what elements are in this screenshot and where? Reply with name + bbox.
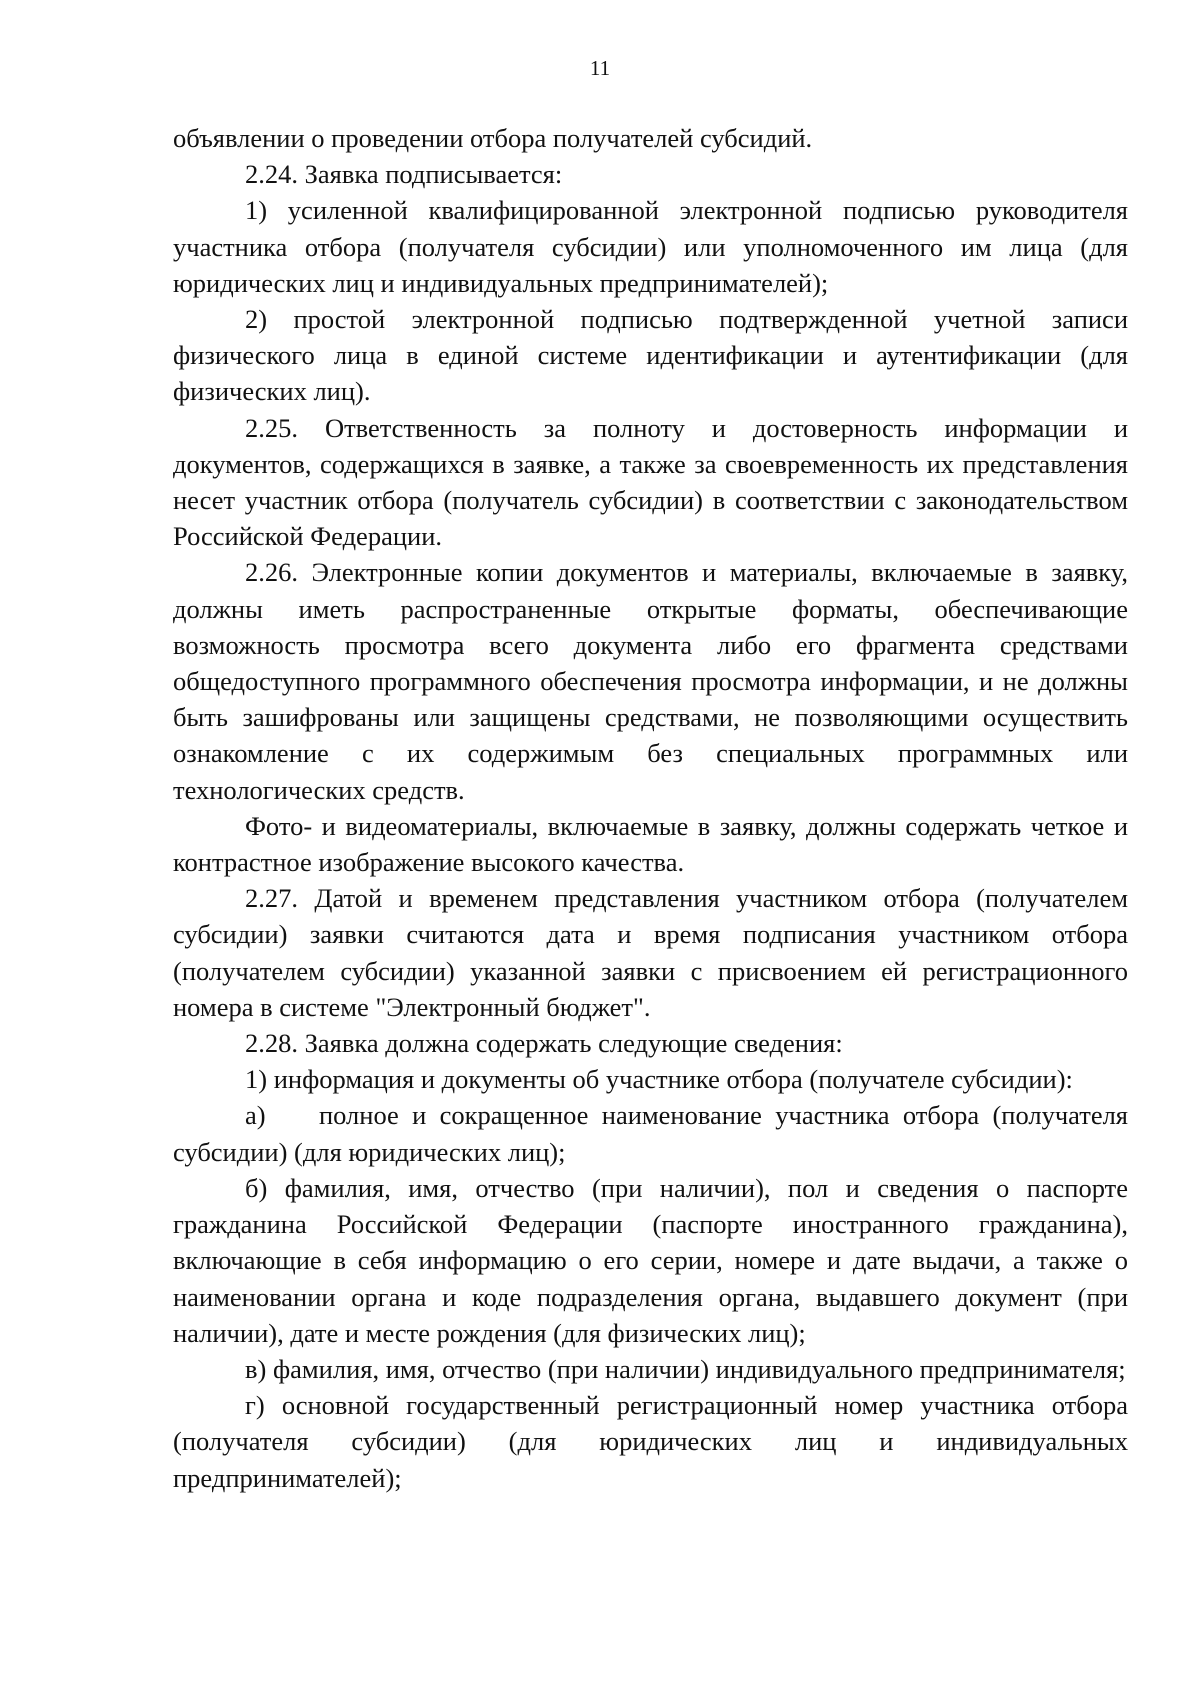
paragraph-2-24: 2.24. Заявка подписывается: [245,159,563,190]
paragraph-2-26: 2.26. Электронные копии документов и материалы, включаемые в заявку, должны иметь распространенные открытые форматы, обеспечивающие возможность просмотра всего документа либо его фрагмента средствами общедоступного программного обеспечения просмотра информации, и не должны быть зашифрованы или защищены средствами, не позволяющими осуществить ознакомление с их содержимым без специальных программных или технологических средств. [173,557,1128,805]
paragraph-item-v: в) фамилия, имя, отчество (при наличии) индивидуального предпринимателя; [245,1353,1126,1384]
paragraph-2-25: 2.25. Ответственность за полноту и достоверность информации и документов, содержащихся в заявке, а также за своевременность их представления несет участник отбора (получатель субсидии) в соответствии с законодательством Российской Федерации. [173,412,1128,552]
paragraph-item-b: б) фамилия, имя, отчество (при наличии), пол и сведения о паспорте гражданина Российской Федерации (паспорте иностранного гражданина), включающие в себя информацию о его серии, номере и дате выдачи, а также о наименовании органа и коде подразделения органа, выдавшего документ (при наличии), дате и месте рождения (для физических лиц); [173,1172,1128,1348]
paragraph-item-a: а) полное и сокращенное наименование участника отбора (получателя субсидии) (для юридических лиц); [173,1100,1135,1167]
document-body [173,120,1135,1496]
paragraph-2-24-item-2: 2) простой электронной подписью подтвержденной учетной записи физического лица в единой системе идентификации и аутентификации (для физических лиц). [173,304,1128,407]
page-number: 11 [589,56,611,80]
paragraph-photo-video: Фото- и видеоматериалы, включаемые в заявку, должны содержать четкое и контрастное изображение высокого качества. [173,810,1128,878]
paragraph-2-24-item-1: 1) усиленной квалифицированной электронной подписью руководителя участника отбора (получателя субсидии) или уполномоченного им лица (для юридических лиц и индивидуальных предпринимателей); [173,195,1128,298]
paragraph-continuation: объявлении о проведении отбора получателей субсидий. [173,123,813,153]
paragraph-item-g: г) основной государственный регистрационный номер участника отбора (получателя субсидии) (для юридических лиц и индивидуальных предпринимателей); [173,1390,1128,1493]
paragraph-2-28: 2.28. Заявка должна содержать следующие сведения: [245,1028,843,1059]
paragraph-2-27: 2.27. Датой и временем представления участником отбора (получателем субсидии) заявки считаются дата и время подписания участником отбора (получателем субсидии) указанной заявки с присвоением ей регистрационного номера в системе "Электронный бюджет". [173,883,1128,1022]
paragraph-2-28-item-1: 1) информация и документы об участнике отбора (получателе субсидии): [245,1064,1073,1095]
